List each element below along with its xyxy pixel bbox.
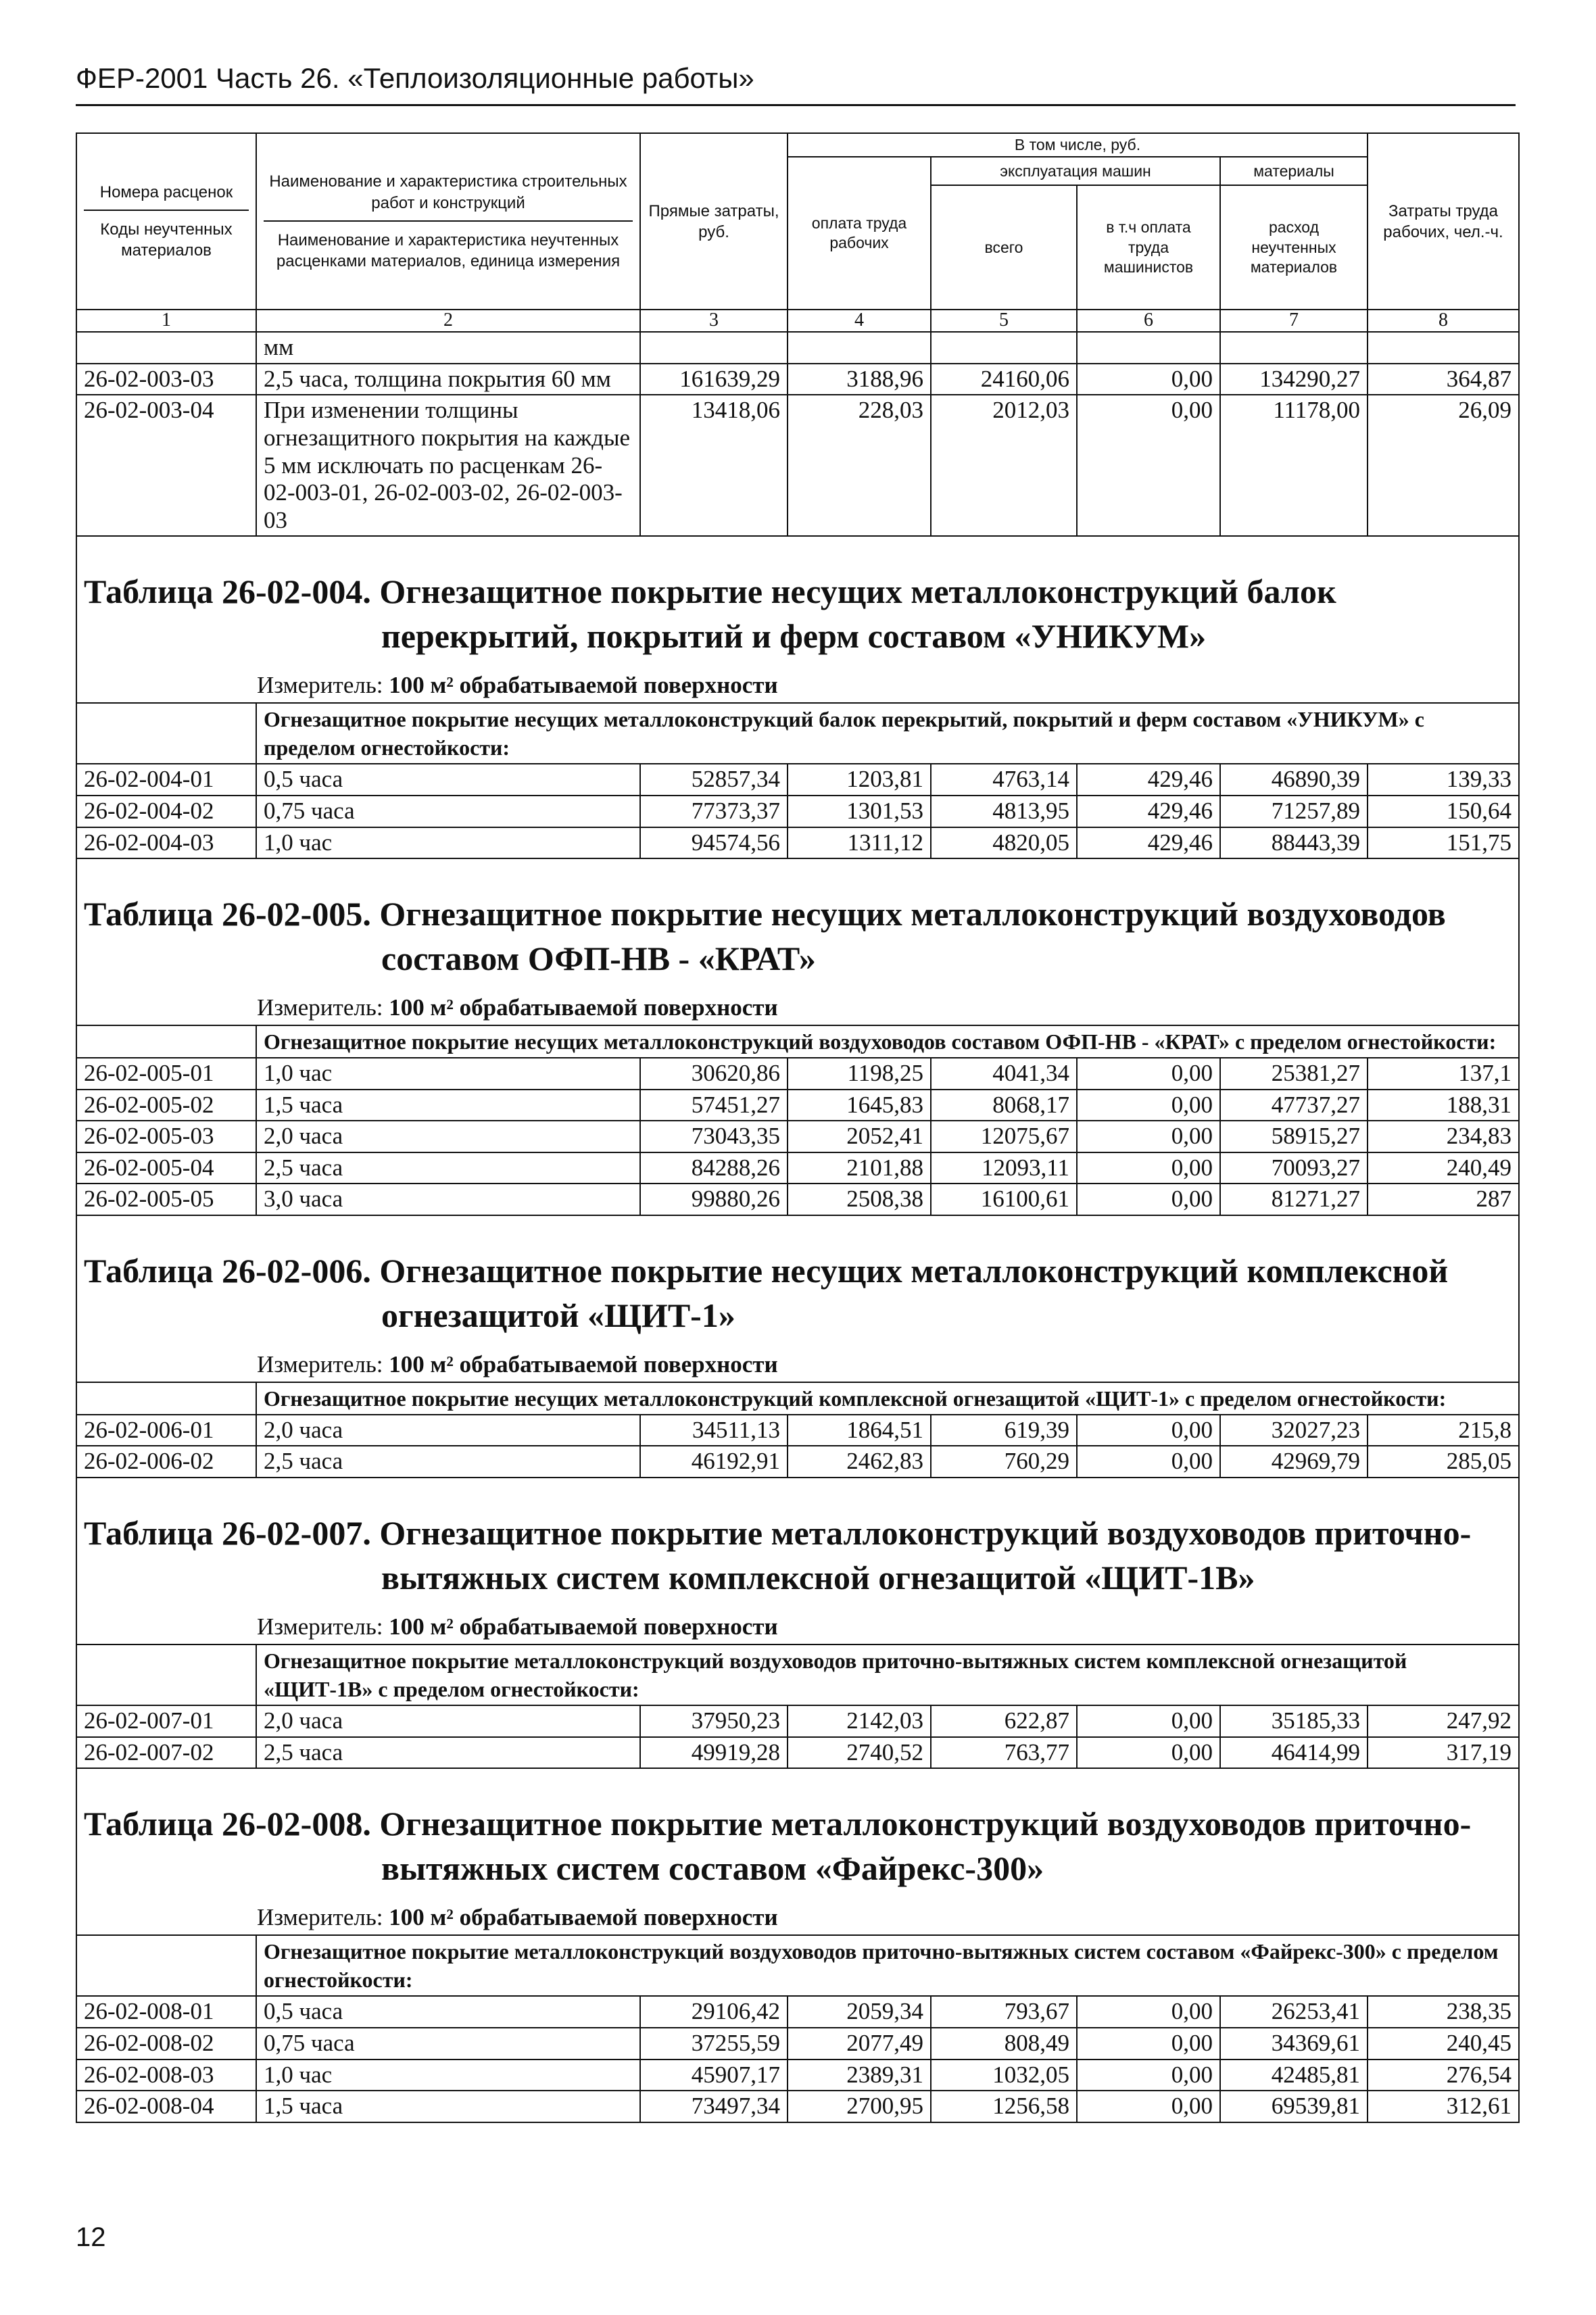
labor-pay: 1203,81 <box>788 764 931 796</box>
machine-total: 622,87 <box>931 1705 1077 1737</box>
labor-pay: 1198,25 <box>788 1058 931 1090</box>
column-number: 7 <box>1220 310 1368 332</box>
header-machine-ops: эксплуатация машин <box>931 157 1220 185</box>
machine-total <box>931 332 1077 364</box>
machine-total: 793,67 <box>931 1996 1077 2028</box>
rate-code: 26-02-006-01 <box>76 1415 256 1446</box>
machine-total: 8068,17 <box>931 1090 1077 1121</box>
machinist-pay: 0,00 <box>1077 1152 1220 1184</box>
machinist-pay: 0,00 <box>1077 2060 1220 2091</box>
table-row <box>76 1737 1519 1769</box>
header-labor-pay: оплата труда рабочих <box>788 157 931 310</box>
section-description-code-cell <box>76 1025 256 1058</box>
labor-pay: 2052,41 <box>788 1121 931 1152</box>
machinist-pay: 429,46 <box>1077 796 1220 827</box>
table-title-row <box>76 536 1519 665</box>
rate-code: 26-02-008-04 <box>76 2091 256 2122</box>
section-description-row <box>76 703 1519 764</box>
section-description: Огнезащитное покрытие металлоконструкций воздуховодов приточно-вытяжных систем составом «Файрекс-300» с пределом огнестойкости: <box>256 1935 1519 1996</box>
labor-hours: 312,61 <box>1368 2091 1519 2122</box>
measure-unit <box>76 988 1519 1025</box>
labor-pay: 228,03 <box>788 395 931 536</box>
table-row <box>76 1184 1519 1215</box>
header-row-1 <box>76 133 1519 157</box>
measure-unit <box>76 1344 1519 1382</box>
measure-unit <box>76 1897 1519 1935</box>
header-code <box>76 133 256 310</box>
labor-pay: 1645,83 <box>788 1090 931 1121</box>
work-name: 0,75 часа <box>256 796 640 827</box>
work-name: 1,0 час <box>256 2060 640 2091</box>
labor-pay: 2142,03 <box>788 1705 931 1737</box>
labor-pay: 1301,53 <box>788 796 931 827</box>
section-description-row <box>76 1644 1519 1705</box>
machine-total: 4763,14 <box>931 764 1077 796</box>
measure-unit-label: Измеритель: <box>257 1904 389 1931</box>
work-name: 1,0 час <box>256 827 640 859</box>
direct-costs: 30620,86 <box>640 1058 788 1090</box>
table-row <box>76 2091 1519 2122</box>
table-title: Таблица 26-02-008. Огнезащитное покрытие металлоконструкций воздуховодов приточно-вытяжных систем составом «Файрекс-300» <box>84 1805 1472 1888</box>
machine-total: 4820,05 <box>931 827 1077 859</box>
machinist-pay: 0,00 <box>1077 1121 1220 1152</box>
labor-pay <box>788 332 931 364</box>
machinist-pay: 0,00 <box>1077 1737 1220 1769</box>
measure-unit-row <box>76 1344 1519 1382</box>
materials-cost: 35185,33 <box>1220 1705 1368 1737</box>
table-row <box>76 2060 1519 2091</box>
column-number: 2 <box>256 310 640 332</box>
materials-cost: 25381,27 <box>1220 1058 1368 1090</box>
page-number: 12 <box>76 2222 106 2252</box>
direct-costs: 29106,42 <box>640 1996 788 2028</box>
labor-hours <box>1368 332 1519 364</box>
header-labor-costs: Затраты труда рабочих, чел.-ч. <box>1368 133 1519 310</box>
rate-code: 26-02-005-02 <box>76 1090 256 1121</box>
rate-code: 26-02-005-04 <box>76 1152 256 1184</box>
page-header: ФЕР-2001 Часть 26. «Теплоизоляционные работы» <box>76 62 1516 106</box>
materials-cost: 46890,39 <box>1220 764 1368 796</box>
rate-code: 26-02-005-05 <box>76 1184 256 1215</box>
labor-pay: 1311,12 <box>788 827 931 859</box>
work-name: мм <box>256 332 640 364</box>
materials-cost <box>1220 332 1368 364</box>
labor-pay: 2101,88 <box>788 1152 931 1184</box>
section-description: Огнезащитное покрытие несущих металлоконструкций балок перекрытий, покрытий и ферм составом «УНИКУМ» с пределом огнестойкости: <box>256 703 1519 764</box>
work-name: 2,5 часа <box>256 1737 640 1769</box>
table-row <box>76 364 1519 395</box>
labor-hours: 188,31 <box>1368 1090 1519 1121</box>
labor-hours: 139,33 <box>1368 764 1519 796</box>
header-materials: материалы <box>1220 157 1368 185</box>
rate-code: 26-02-003-03 <box>76 364 256 395</box>
machinist-pay: 0,00 <box>1077 1996 1220 2028</box>
labor-pay: 2059,34 <box>788 1996 931 2028</box>
measure-unit-value: 100 м² обрабатываемой поверхности <box>389 994 778 1021</box>
section-description: Огнезащитное покрытие металлоконструкций воздуховодов приточно-вытяжных систем комплексной огнезащитой «ЩИТ-1В» с пределом огнестойкости: <box>256 1644 1519 1705</box>
machine-total: 12075,67 <box>931 1121 1077 1152</box>
materials-cost: 46414,99 <box>1220 1737 1368 1769</box>
rate-code: 26-02-008-03 <box>76 2060 256 2091</box>
labor-pay: 2389,31 <box>788 2060 931 2091</box>
measure-unit-row <box>76 665 1519 703</box>
machine-total: 24160,06 <box>931 364 1077 395</box>
labor-pay: 2508,38 <box>788 1184 931 1215</box>
direct-costs: 34511,13 <box>640 1415 788 1446</box>
header-direct-costs: Прямые затраты, руб. <box>640 133 788 310</box>
materials-cost: 81271,27 <box>1220 1184 1368 1215</box>
table-row <box>76 1121 1519 1152</box>
header-name-label-2: Наименование и характеристика неучтенных расценками материалов, единица измерения <box>276 230 621 270</box>
column-number: 8 <box>1368 310 1519 332</box>
table-row <box>76 827 1519 859</box>
table-title-cell <box>76 536 1519 665</box>
machine-total: 760,29 <box>931 1446 1077 1478</box>
machine-total: 763,77 <box>931 1737 1077 1769</box>
machinist-pay: 0,00 <box>1077 395 1220 536</box>
measure-unit-label: Измеритель: <box>257 1351 389 1378</box>
measure-unit <box>76 1607 1519 1644</box>
work-name: 0,5 часа <box>256 1996 640 2028</box>
work-name: 2,0 часа <box>256 1705 640 1737</box>
machinist-pay: 0,00 <box>1077 1446 1220 1478</box>
machinist-pay: 0,00 <box>1077 2028 1220 2060</box>
labor-hours: 364,87 <box>1368 364 1519 395</box>
direct-costs: 84288,26 <box>640 1152 788 1184</box>
materials-cost: 58915,27 <box>1220 1121 1368 1152</box>
labor-pay: 2077,49 <box>788 2028 931 2060</box>
machinist-pay: 0,00 <box>1077 1415 1220 1446</box>
section-description-row <box>76 1382 1519 1415</box>
header-incl: В том числе, руб. <box>788 133 1368 157</box>
labor-hours: 317,19 <box>1368 1737 1519 1769</box>
table-title: Таблица 26-02-006. Огнезащитное покрытие несущих металлоконструкций комплексной огнезащитой «ЩИТ-1» <box>84 1252 1449 1335</box>
section-description-code-cell <box>76 1935 256 1996</box>
direct-costs: 77373,37 <box>640 796 788 827</box>
table-title-cell <box>76 858 1519 988</box>
machinist-pay: 429,46 <box>1077 827 1220 859</box>
work-name: 2,5 часа, толщина покрытия 60 мм <box>256 364 640 395</box>
direct-costs <box>640 332 788 364</box>
header-incl-machinist: в т.ч оплата труда машинистов <box>1077 185 1220 310</box>
machinist-pay: 0,00 <box>1077 1090 1220 1121</box>
machine-total: 2012,03 <box>931 395 1077 536</box>
table-title-row <box>76 1215 1519 1344</box>
table-row <box>76 764 1519 796</box>
direct-costs: 73497,34 <box>640 2091 788 2122</box>
rate-code <box>76 332 256 364</box>
work-name: 2,0 часа <box>256 1121 640 1152</box>
table-title-cell <box>76 1478 1519 1607</box>
materials-cost: 42969,79 <box>1220 1446 1368 1478</box>
header-code-label-2: Коды неучтенных материалов <box>100 220 233 260</box>
table-row <box>76 395 1519 536</box>
labor-hours: 234,83 <box>1368 1121 1519 1152</box>
rate-code: 26-02-007-02 <box>76 1737 256 1769</box>
section-description-code-cell <box>76 1644 256 1705</box>
direct-costs: 52857,34 <box>640 764 788 796</box>
labor-pay: 2740,52 <box>788 1737 931 1769</box>
table-row <box>76 796 1519 827</box>
header-name-label: Наименование и характеристика строительных работ и конструкций <box>264 171 633 221</box>
table-title-row <box>76 1768 1519 1897</box>
section-description: Огнезащитное покрытие несущих металлоконструкций воздуховодов составом ОФП-НВ - «КРАТ» с пределом огнестойкости: <box>256 1025 1519 1058</box>
materials-cost: 134290,27 <box>1220 364 1368 395</box>
measure-unit-value: 100 м² обрабатываемой поверхности <box>389 1904 778 1931</box>
measure-unit-value: 100 м² обрабатываемой поверхности <box>389 672 778 699</box>
work-name: 3,0 часа <box>256 1184 640 1215</box>
labor-hours: 150,64 <box>1368 796 1519 827</box>
materials-cost: 42485,81 <box>1220 2060 1368 2091</box>
machinist-pay <box>1077 332 1220 364</box>
work-name: 2,0 часа <box>256 1415 640 1446</box>
header-name <box>256 133 640 310</box>
machinist-pay: 0,00 <box>1077 364 1220 395</box>
measure-unit <box>76 665 1519 703</box>
table-title-cell <box>76 1215 1519 1344</box>
table-title: Таблица 26-02-007. Огнезащитное покрытие металлоконструкций воздуховодов приточно-вытяжных систем комплексной огнезащитой «ЩИТ-1В» <box>84 1514 1472 1597</box>
table-row <box>76 2028 1519 2060</box>
labor-hours: 276,54 <box>1368 2060 1519 2091</box>
work-name: 0,75 часа <box>256 2028 640 2060</box>
measure-unit-value: 100 м² обрабатываемой поверхности <box>389 1351 778 1378</box>
labor-hours: 26,09 <box>1368 395 1519 536</box>
labor-hours: 215,8 <box>1368 1415 1519 1446</box>
work-name: 2,5 часа <box>256 1152 640 1184</box>
measure-unit-label: Измеритель: <box>257 994 389 1021</box>
direct-costs: 37950,23 <box>640 1705 788 1737</box>
materials-cost: 69539,81 <box>1220 2091 1368 2122</box>
section-description-code-cell <box>76 1382 256 1415</box>
measure-unit-value: 100 м² обрабатываемой поверхности <box>389 1613 778 1640</box>
labor-hours: 240,49 <box>1368 1152 1519 1184</box>
machine-total: 1032,05 <box>931 2060 1077 2091</box>
machine-total: 1256,58 <box>931 2091 1077 2122</box>
materials-cost: 34369,61 <box>1220 2028 1368 2060</box>
work-name: 1,0 час <box>256 1058 640 1090</box>
materials-cost: 88443,39 <box>1220 827 1368 859</box>
table-title-row <box>76 858 1519 988</box>
measure-unit-row <box>76 988 1519 1025</box>
machinist-pay: 0,00 <box>1077 1705 1220 1737</box>
direct-costs: 73043,35 <box>640 1121 788 1152</box>
work-name: При изменении толщины огнезащитного покрытия на каждые 5 мм исключать по расценкам 26-02-003-01, 26-02-003-02, 26-02-003-03 <box>256 395 640 536</box>
materials-cost: 11178,00 <box>1220 395 1368 536</box>
direct-costs: 13418,06 <box>640 395 788 536</box>
rate-code: 26-02-008-02 <box>76 2028 256 2060</box>
rate-code: 26-02-004-02 <box>76 796 256 827</box>
work-name: 1,5 часа <box>256 2091 640 2122</box>
machinist-pay: 0,00 <box>1077 1058 1220 1090</box>
materials-cost: 70093,27 <box>1220 1152 1368 1184</box>
materials-cost: 26253,41 <box>1220 1996 1368 2028</box>
machine-total: 619,39 <box>931 1415 1077 1446</box>
rate-code: 26-02-005-01 <box>76 1058 256 1090</box>
section-description: Огнезащитное покрытие несущих металлоконструкций комплексной огнезащитой «ЩИТ-1» с пределом огнестойкости: <box>256 1382 1519 1415</box>
table-title-row <box>76 1478 1519 1607</box>
machinist-pay: 0,00 <box>1077 1184 1220 1215</box>
labor-pay: 3188,96 <box>788 364 931 395</box>
rate-code: 26-02-004-01 <box>76 764 256 796</box>
machine-total: 808,49 <box>931 2028 1077 2060</box>
measure-unit-label: Измеритель: <box>257 1613 389 1640</box>
machinist-pay: 0,00 <box>1077 2091 1220 2122</box>
table-title: Таблица 26-02-005. Огнезащитное покрытие несущих металлоконструкций воздуховодов составом ОФП-НВ - «КРАТ» <box>84 895 1446 978</box>
machinist-pay: 429,46 <box>1077 764 1220 796</box>
table-row <box>76 1705 1519 1737</box>
column-numbers-row <box>76 310 1519 332</box>
direct-costs: 49919,28 <box>640 1737 788 1769</box>
table-row <box>76 1090 1519 1121</box>
labor-hours: 238,35 <box>1368 1996 1519 2028</box>
direct-costs: 45907,17 <box>640 2060 788 2091</box>
section-description-row <box>76 1025 1519 1058</box>
work-name: 1,5 часа <box>256 1090 640 1121</box>
direct-costs: 46192,91 <box>640 1446 788 1478</box>
work-name: 2,5 часа <box>256 1446 640 1478</box>
labor-hours: 151,75 <box>1368 827 1519 859</box>
labor-hours: 137,1 <box>1368 1058 1519 1090</box>
column-number: 5 <box>931 310 1077 332</box>
labor-pay: 2700,95 <box>788 2091 931 2122</box>
table-body <box>76 133 1519 2122</box>
table-row <box>76 1446 1519 1478</box>
table-row <box>76 1415 1519 1446</box>
table-row <box>76 1996 1519 2028</box>
column-number: 3 <box>640 310 788 332</box>
machine-total: 16100,61 <box>931 1184 1077 1215</box>
machine-total: 12093,11 <box>931 1152 1077 1184</box>
rate-code: 26-02-008-01 <box>76 1996 256 2028</box>
labor-hours: 247,92 <box>1368 1705 1519 1737</box>
header-material-usage: расход неучтенных материалов <box>1220 185 1368 310</box>
section-description-code-cell <box>76 703 256 764</box>
work-name: 0,5 часа <box>256 764 640 796</box>
table-row <box>76 1152 1519 1184</box>
rate-code: 26-02-003-04 <box>76 395 256 536</box>
labor-hours: 285,05 <box>1368 1446 1519 1478</box>
rate-code: 26-02-004-03 <box>76 827 256 859</box>
direct-costs: 99880,26 <box>640 1184 788 1215</box>
direct-costs: 37255,59 <box>640 2028 788 2060</box>
column-number: 1 <box>76 310 256 332</box>
table-row <box>76 1058 1519 1090</box>
rate-code: 26-02-007-01 <box>76 1705 256 1737</box>
column-number: 6 <box>1077 310 1220 332</box>
machine-total: 4041,34 <box>931 1058 1077 1090</box>
measure-unit-label: Измеритель: <box>257 672 389 699</box>
rate-code: 26-02-006-02 <box>76 1446 256 1478</box>
labor-hours: 240,45 <box>1368 2028 1519 2060</box>
machine-total: 4813,95 <box>931 796 1077 827</box>
table-title: Таблица 26-02-004. Огнезащитное покрытие несущих металлоконструкций балок перекрытий, покрытий и ферм составом «УНИКУМ» <box>84 572 1336 656</box>
header-total: всего <box>931 185 1077 310</box>
section-description-row <box>76 1935 1519 1996</box>
direct-costs: 161639,29 <box>640 364 788 395</box>
rate-code: 26-02-005-03 <box>76 1121 256 1152</box>
labor-pay: 1864,51 <box>788 1415 931 1446</box>
table-title-cell <box>76 1768 1519 1897</box>
labor-pay: 2462,83 <box>788 1446 931 1478</box>
materials-cost: 32027,23 <box>1220 1415 1368 1446</box>
direct-costs: 94574,56 <box>640 827 788 859</box>
materials-cost: 71257,89 <box>1220 796 1368 827</box>
header-code-label: Номера расценок <box>84 182 249 211</box>
measure-unit-row <box>76 1607 1519 1644</box>
materials-cost: 47737,27 <box>1220 1090 1368 1121</box>
table-row <box>76 332 1519 364</box>
rates-table <box>76 132 1520 2123</box>
direct-costs: 57451,27 <box>640 1090 788 1121</box>
measure-unit-row <box>76 1897 1519 1935</box>
labor-hours: 287 <box>1368 1184 1519 1215</box>
column-number: 4 <box>788 310 931 332</box>
